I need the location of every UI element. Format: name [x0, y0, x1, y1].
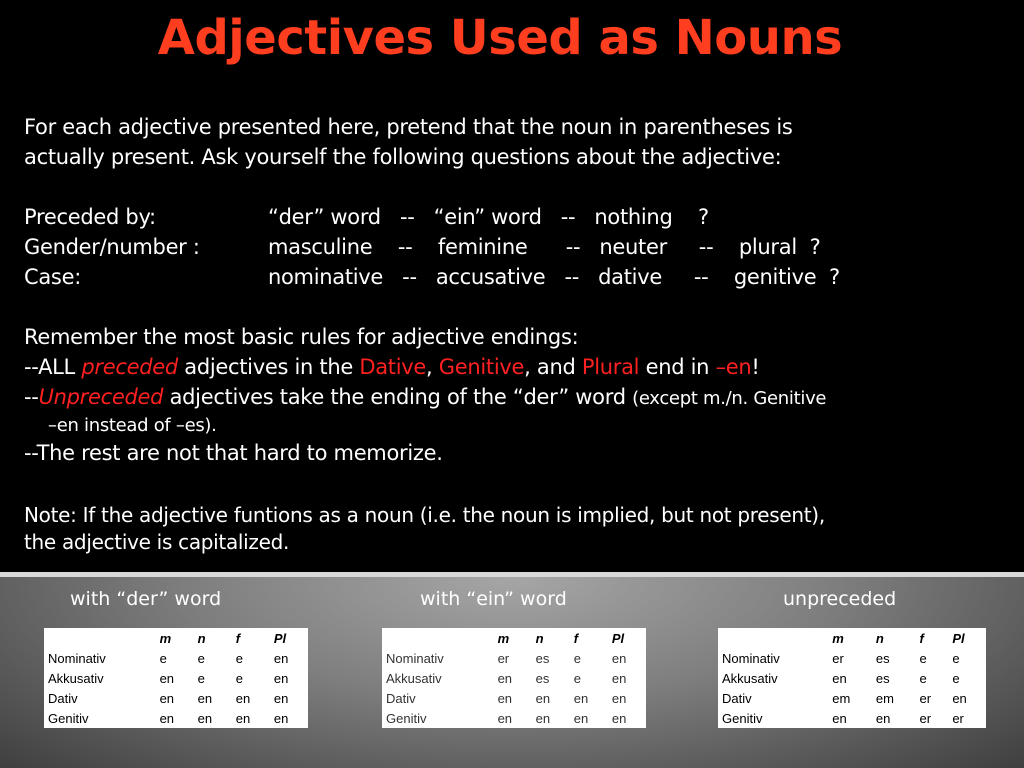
table-row — [44, 668, 308, 688]
endings-table-der — [44, 628, 308, 728]
case-label: Dativ — [386, 690, 416, 706]
endings-table-ein — [382, 628, 646, 728]
intro-line-1: For each adjective presented here, pretend that the noun in parentheses is — [24, 115, 793, 139]
ending-cell: e — [159, 650, 167, 666]
table-row — [382, 708, 646, 728]
table-caption-der: with “der” word — [70, 588, 222, 610]
ending-cell: en — [573, 690, 589, 706]
ending-cell: e — [197, 670, 205, 686]
ending-cell: en — [497, 670, 513, 686]
table-row — [718, 648, 986, 668]
column-header — [718, 628, 828, 648]
ending-cell: en — [535, 710, 551, 726]
note-line-1: Note: If the adjective funtions as a noun (i.e. the noun is implied, but not present), — [24, 503, 825, 527]
ending-cell: e — [952, 670, 960, 686]
table-row — [718, 668, 986, 688]
table-row — [382, 648, 646, 668]
ending-cell: en — [273, 670, 289, 686]
table-row — [44, 648, 308, 668]
ending-cell: er — [919, 690, 932, 706]
ending-cell: e — [235, 650, 243, 666]
column-header — [382, 628, 494, 648]
table-caption-ein: with “ein” word — [420, 588, 567, 610]
ending-cell: en — [832, 670, 847, 686]
ending-cell: e — [952, 650, 960, 666]
column-header: Pl — [611, 630, 625, 646]
ending-cell: en — [497, 690, 513, 706]
rules-heading: Remember the most basic rules for adjective endings: — [24, 325, 579, 349]
case-label: Nominativ — [48, 650, 106, 666]
ending-cell: es — [875, 650, 890, 666]
question-gender — [24, 232, 1014, 262]
case-label: Genitiv — [386, 710, 427, 726]
ending-cell: es — [535, 670, 550, 686]
question-preceded — [24, 202, 1014, 232]
column-header: Pl — [952, 630, 965, 646]
column-header: f — [235, 630, 241, 646]
column-header: f — [573, 630, 579, 646]
ending-cell: e — [197, 650, 205, 666]
ending-cell: en — [235, 690, 251, 706]
question-options: “der” word -- “ein” word -- nothing ? — [268, 205, 709, 229]
ending-cell: er — [919, 710, 932, 726]
note-line-2: the adjective is capitalized. — [24, 530, 290, 554]
ending-cell: em — [875, 690, 894, 706]
case-label: Dativ — [48, 690, 78, 706]
question-options: masculine -- feminine -- neuter -- plural ? — [268, 235, 821, 259]
ending-cell: e — [919, 670, 927, 686]
ending-cell: em — [832, 690, 851, 706]
rule-preceded: --ALL preceded adjectives in the Dative, Genitive, and Plural end in –en! — [24, 355, 760, 379]
case-label: Akkusativ — [48, 670, 104, 686]
question-label: Gender/number : — [24, 235, 200, 259]
table-caption-unpreceded: unpreceded — [783, 588, 897, 610]
ending-cell: en — [952, 690, 967, 706]
column-header: n — [535, 630, 544, 646]
table-row — [382, 668, 646, 688]
ending-cell: e — [919, 650, 927, 666]
ending-cell: er — [952, 710, 964, 726]
table-header-row — [382, 628, 646, 648]
ending-cell: en — [535, 690, 551, 706]
ending-cell: es — [535, 650, 550, 666]
ending-cell: en — [159, 710, 175, 726]
ending-cell: en — [611, 650, 627, 666]
ending-cell: en — [832, 710, 847, 726]
intro-line-2: actually present. Ask yourself the following questions about the adjective: — [24, 145, 782, 169]
rule-rest: --The rest are not that hard to memorize. — [24, 441, 443, 465]
table-row — [44, 708, 308, 728]
ending-cell: en — [497, 710, 513, 726]
question-case — [24, 262, 1014, 292]
endings-table-unpreceded — [718, 628, 986, 728]
ending-cell: en — [875, 710, 891, 726]
table-row — [718, 688, 986, 708]
ending-cell: e — [573, 650, 581, 666]
slide-body — [24, 112, 1014, 556]
case-label: Nominativ — [722, 650, 780, 666]
ending-cell: e — [573, 670, 581, 686]
ending-cell: en — [611, 670, 627, 686]
column-header: n — [875, 630, 884, 646]
case-label: Genitiv — [48, 710, 89, 726]
ending-cell: en — [273, 650, 289, 666]
case-label: Dativ — [722, 690, 752, 706]
table-header-row — [44, 628, 308, 648]
ending-cell: er — [497, 650, 510, 666]
column-header: f — [919, 630, 924, 646]
ending-cell: er — [832, 650, 844, 666]
case-label: Akkusativ — [722, 670, 778, 686]
slide-title: Adjectives Used as Nouns — [157, 10, 843, 66]
case-label: Genitiv — [722, 710, 763, 726]
ending-cell: en — [273, 690, 289, 706]
ending-cell: en — [197, 690, 213, 706]
question-label: Preceded by: — [24, 205, 156, 229]
column-header: m — [832, 630, 844, 646]
question-options: nominative -- accusative -- dative -- genitive ? — [268, 265, 840, 289]
ending-cell: en — [159, 670, 175, 686]
ending-cell: es — [875, 670, 890, 686]
table-row — [44, 688, 308, 708]
column-header: m — [159, 630, 172, 646]
ending-cell: en — [611, 690, 627, 706]
column-header: n — [197, 630, 206, 646]
ending-cell: en — [197, 710, 213, 726]
case-label: Akkusativ — [386, 670, 442, 686]
ending-cell: e — [235, 670, 243, 686]
column-header: m — [497, 630, 510, 646]
table-row — [718, 708, 986, 728]
rule-unpreceded: --Unpreceded adjectives take the ending of the “der” word (except m./n. Genitive — [24, 385, 827, 409]
column-header — [44, 628, 156, 648]
ending-cell: en — [573, 710, 589, 726]
ending-cell: en — [159, 690, 175, 706]
rule-unpreceded-cont: –en instead of –es). — [48, 415, 217, 436]
case-label: Nominativ — [386, 650, 444, 666]
ending-cell: en — [235, 710, 251, 726]
question-label: Case: — [24, 265, 81, 289]
ending-cell: en — [611, 710, 627, 726]
ending-cell: en — [273, 710, 289, 726]
column-header: Pl — [273, 630, 287, 646]
table-row — [382, 688, 646, 708]
table-header-row — [718, 628, 986, 648]
